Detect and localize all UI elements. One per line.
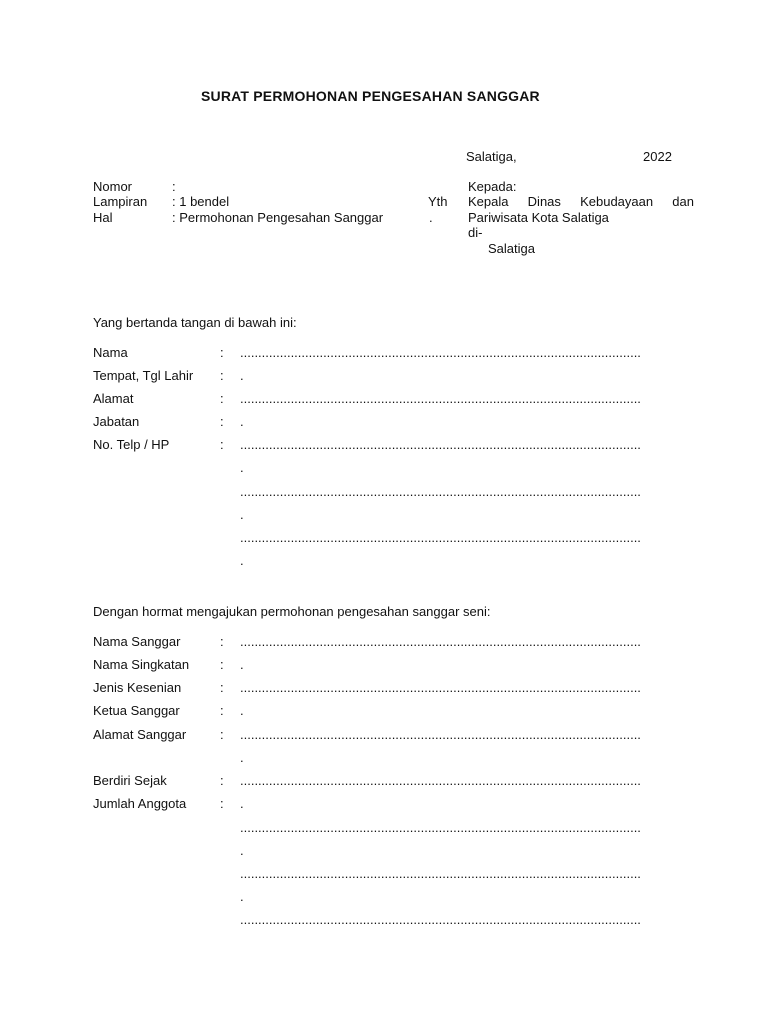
- fill-dot-jabatan[interactable]: .: [240, 414, 244, 429]
- section2-intro: Dengan hormat mengajukan permohonan pengesahan sanggar seni:: [93, 604, 491, 619]
- fill-line[interactable]: ...............................................................................................................: [240, 820, 641, 835]
- fill-line[interactable]: ...............................................................................................................: [240, 866, 641, 881]
- field-colon: :: [220, 368, 224, 383]
- field-label-jenis-kesenian: Jenis Kesenian: [93, 680, 182, 695]
- field-label-alamat-sanggar: Alamat Sanggar: [93, 727, 187, 742]
- recipient-line-1: Kepala Dinas Kebudayaan dan: [468, 194, 694, 209]
- place-label: Salatiga,: [466, 149, 517, 164]
- field-label-nama: Nama: [93, 345, 128, 360]
- fill-dot[interactable]: .: [240, 460, 244, 475]
- field-label-tempat-tgl-lahir: Tempat, Tgl Lahir: [93, 368, 194, 383]
- field-label-berdiri-sejak: Berdiri Sejak: [93, 773, 167, 788]
- recipient-line-2: Pariwisata Kota Salatiga: [468, 210, 609, 225]
- field-label-jabatan: Jabatan: [93, 414, 140, 429]
- lampiran-label: Lampiran: [93, 194, 148, 209]
- fill-dot-ketua-sanggar[interactable]: .: [240, 703, 244, 718]
- hal-label: Hal: [93, 210, 113, 225]
- field-colon: :: [220, 391, 224, 406]
- field-label-nama-sanggar: Nama Sanggar: [93, 634, 181, 649]
- field-colon: :: [220, 657, 224, 672]
- fill-dot[interactable]: .: [240, 750, 244, 765]
- field-colon: :: [220, 703, 224, 718]
- recipient-city: Salatiga: [488, 241, 535, 256]
- fill-line-berdiri-sejak[interactable]: ...............................................................................................................: [240, 773, 641, 788]
- yth-label: Yth: [428, 194, 448, 209]
- field-colon: :: [220, 680, 224, 695]
- fill-line[interactable]: ...............................................................................................................: [240, 530, 641, 545]
- fill-line[interactable]: ...............................................................................................................: [240, 912, 641, 927]
- fill-dot[interactable]: .: [240, 889, 244, 904]
- nomor-value: :: [172, 179, 176, 194]
- field-colon: :: [220, 773, 224, 788]
- fill-dot[interactable]: .: [240, 553, 244, 568]
- fill-dot-tempat-tgl-lahir[interactable]: .: [240, 368, 244, 383]
- recipient-di: di-: [468, 225, 483, 240]
- fill-dot[interactable]: .: [240, 843, 244, 858]
- field-colon: :: [220, 437, 224, 452]
- fill-line-nama[interactable]: ...............................................................................................................: [240, 345, 641, 360]
- yth-dot: .: [429, 210, 433, 225]
- field-label-nama-singkatan: Nama Singkatan: [93, 657, 190, 672]
- field-label-jumlah-anggota: Jumlah Anggota: [93, 796, 187, 811]
- field-colon: :: [220, 634, 224, 649]
- fill-dot-nama-singkatan[interactable]: .: [240, 657, 244, 672]
- fill-dot[interactable]: .: [240, 507, 244, 522]
- hal-value: : Permohonan Pengesahan Sanggar: [172, 210, 384, 225]
- field-colon: :: [220, 414, 224, 429]
- fill-line-telp[interactable]: ...............................................................................................................: [240, 437, 641, 452]
- kepada-label: Kepada:: [468, 179, 517, 194]
- field-colon: :: [220, 796, 224, 811]
- fill-line[interactable]: ...............................................................................................................: [240, 484, 641, 499]
- field-label-ketua-sanggar: Ketua Sanggar: [93, 703, 180, 718]
- year-label: 2022: [643, 149, 672, 164]
- fill-dot-jumlah-anggota[interactable]: .: [240, 796, 244, 811]
- field-label-alamat: Alamat: [93, 391, 134, 406]
- nomor-label: Nomor: [93, 179, 133, 194]
- field-label-telp: No. Telp / HP: [93, 437, 170, 452]
- fill-line-jenis-kesenian[interactable]: ...............................................................................................................: [240, 680, 641, 695]
- fill-line-alamat-sanggar[interactable]: ...............................................................................................................: [240, 727, 641, 742]
- lampiran-value: : 1 bendel: [172, 194, 230, 209]
- field-colon: :: [220, 345, 224, 360]
- section1-intro: Yang bertanda tangan di bawah ini:: [93, 315, 297, 330]
- fill-line-alamat[interactable]: ...............................................................................................................: [240, 391, 641, 406]
- document-title: SURAT PERMOHONAN PENGESAHAN SANGGAR: [201, 88, 540, 104]
- field-colon: :: [220, 727, 224, 742]
- fill-line-nama-sanggar[interactable]: ...............................................................................................................: [240, 634, 641, 649]
